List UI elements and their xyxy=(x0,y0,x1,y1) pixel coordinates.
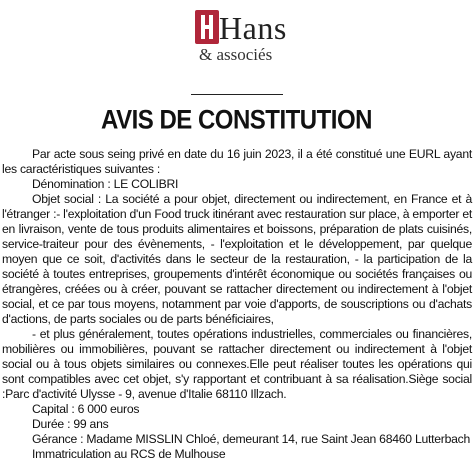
intro-paragraph: Par acte sous seing privé en date du 16 juin 2023, il a été constitué une EURL ayant les caractéristiques suivantes : xyxy=(2,147,472,176)
page-title: AVIS DE CONSTITUTION xyxy=(101,105,372,136)
denomination-line: Dénomination : LE COLIBRI xyxy=(32,177,179,191)
object-paragraph: Objet social : La société a pour objet, directement ou indirectement, en France et à l'étranger :- l'exploitation d'un Food truck itinérant avec restauration sur place, à emporter et en livraison, vente de tous produits alimentaires et boissons, préparation de plats cuisinés, service-traiteur pour des évènements, - l'exploitation et le développement, par quelque moyen que ce soit, d'activités dans le secteur de la restauration, - la participation de la société à toutes entreprises, groupements d'intérêt économique ou sociétés françaises ou étrangères, créées ou à créer, pouvant se rattacher directement ou indirectement à l'objet social, et ce par tous moyens, notamment par voie d'apports, de souscriptions ou d'achats d'actions, de parts sociales ou de parts bénéficiaires, xyxy=(2,192,472,326)
capital-line: Capital : 6 000 euros xyxy=(32,402,140,416)
logo-subtitle: & associés xyxy=(199,45,273,64)
title-divider xyxy=(191,94,283,95)
registration-line: Immatriculation au RCS de Mulhouse xyxy=(32,447,226,461)
company-logo xyxy=(195,10,285,70)
notice-body xyxy=(2,147,472,462)
management-line: Gérance : Madame MISSLIN Chloé, demeurant 14, rue Saint Jean 68460 Lutterbach xyxy=(32,432,471,446)
logo-name: Hans xyxy=(219,10,287,46)
object-continuation-paragraph: - et plus généralement, toutes opérations industrielles, commerciales ou financières, mobilières ou immobilières, pouvant se rattacher directement ou indirectement à l'objet social ou à tous objets similaires ou connexes.Elle peut réaliser toutes les opérations qui sont compatibles avec cet objet, s'y rapportant et contribuant à sa réalisation.Siège social :Parc d'activité Ulysse - 9, avenue d'Italie 68110 Illzach. xyxy=(2,327,472,401)
duration-line: Durée : 99 ans xyxy=(32,417,109,431)
logo-mark-icon xyxy=(195,10,219,44)
